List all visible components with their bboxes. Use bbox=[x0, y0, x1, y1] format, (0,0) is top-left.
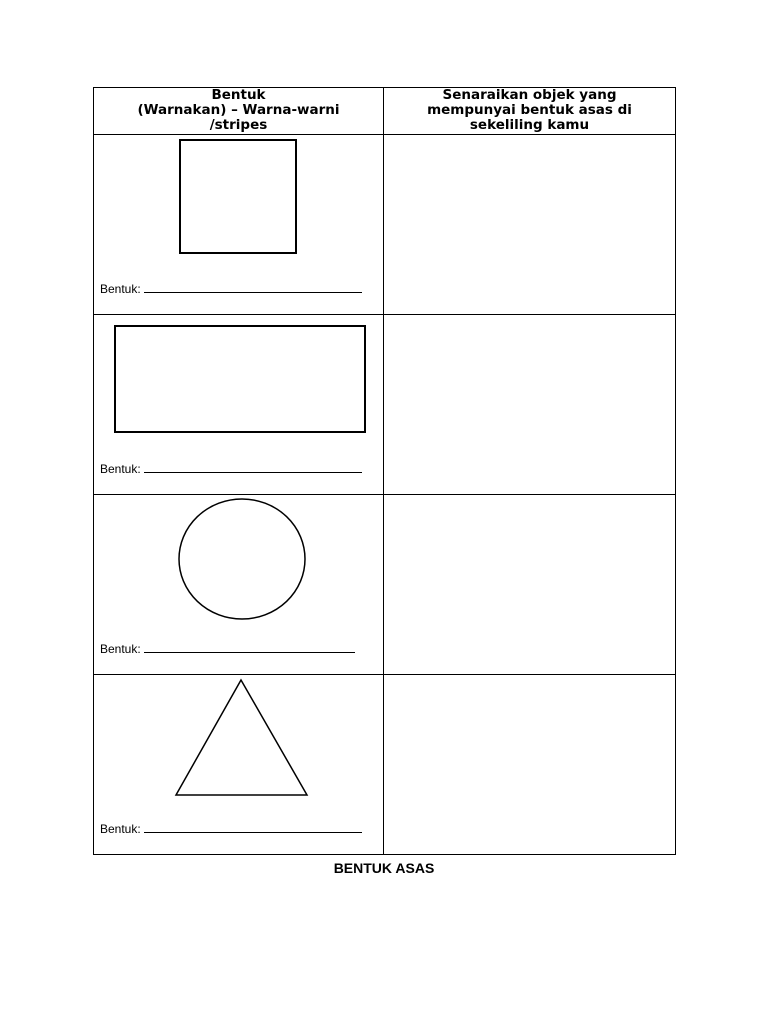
shape-label bbox=[100, 281, 362, 296]
answer-line[interactable] bbox=[144, 641, 355, 653]
header-line: mempunyai bentuk asas di bbox=[427, 102, 632, 118]
table-row bbox=[94, 135, 676, 315]
table-row bbox=[94, 315, 676, 495]
page-caption: BENTUK ASAS bbox=[333, 860, 435, 876]
square-icon bbox=[179, 139, 299, 257]
shape-cell bbox=[94, 495, 384, 675]
answer-line[interactable] bbox=[144, 281, 362, 293]
list-cell[interactable] bbox=[384, 135, 676, 315]
answer-line[interactable] bbox=[144, 821, 362, 833]
shape-label bbox=[100, 641, 355, 656]
rectangle-icon bbox=[114, 325, 368, 435]
header-row bbox=[94, 88, 676, 135]
header-line: sekeliling kamu bbox=[469, 117, 590, 133]
shape-cell bbox=[94, 675, 384, 855]
header-line: /stripes bbox=[209, 117, 268, 133]
list-cell[interactable] bbox=[384, 315, 676, 495]
label-text: Bentuk: bbox=[100, 642, 141, 656]
label-text: Bentuk: bbox=[100, 462, 141, 476]
list-cell[interactable] bbox=[384, 495, 676, 675]
circle-icon bbox=[178, 498, 306, 620]
label-text: Bentuk: bbox=[100, 282, 141, 296]
answer-line[interactable] bbox=[144, 461, 362, 473]
header-list-column bbox=[384, 88, 676, 135]
shape-label bbox=[100, 821, 362, 836]
shape-label bbox=[100, 461, 362, 476]
shape-cell bbox=[94, 135, 384, 315]
table-row bbox=[94, 675, 676, 855]
header-line: (Warnakan) – Warna-warni bbox=[137, 102, 340, 118]
header-line: Senaraikan objek yang bbox=[442, 87, 617, 103]
shapes-table bbox=[93, 87, 676, 855]
list-cell[interactable] bbox=[384, 675, 676, 855]
header-line: Bentuk bbox=[211, 87, 266, 103]
table-row bbox=[94, 495, 676, 675]
worksheet bbox=[93, 87, 675, 855]
label-text: Bentuk: bbox=[100, 822, 141, 836]
header-shape-column bbox=[94, 88, 384, 135]
triangle-icon bbox=[174, 678, 310, 798]
shape-cell bbox=[94, 315, 384, 495]
